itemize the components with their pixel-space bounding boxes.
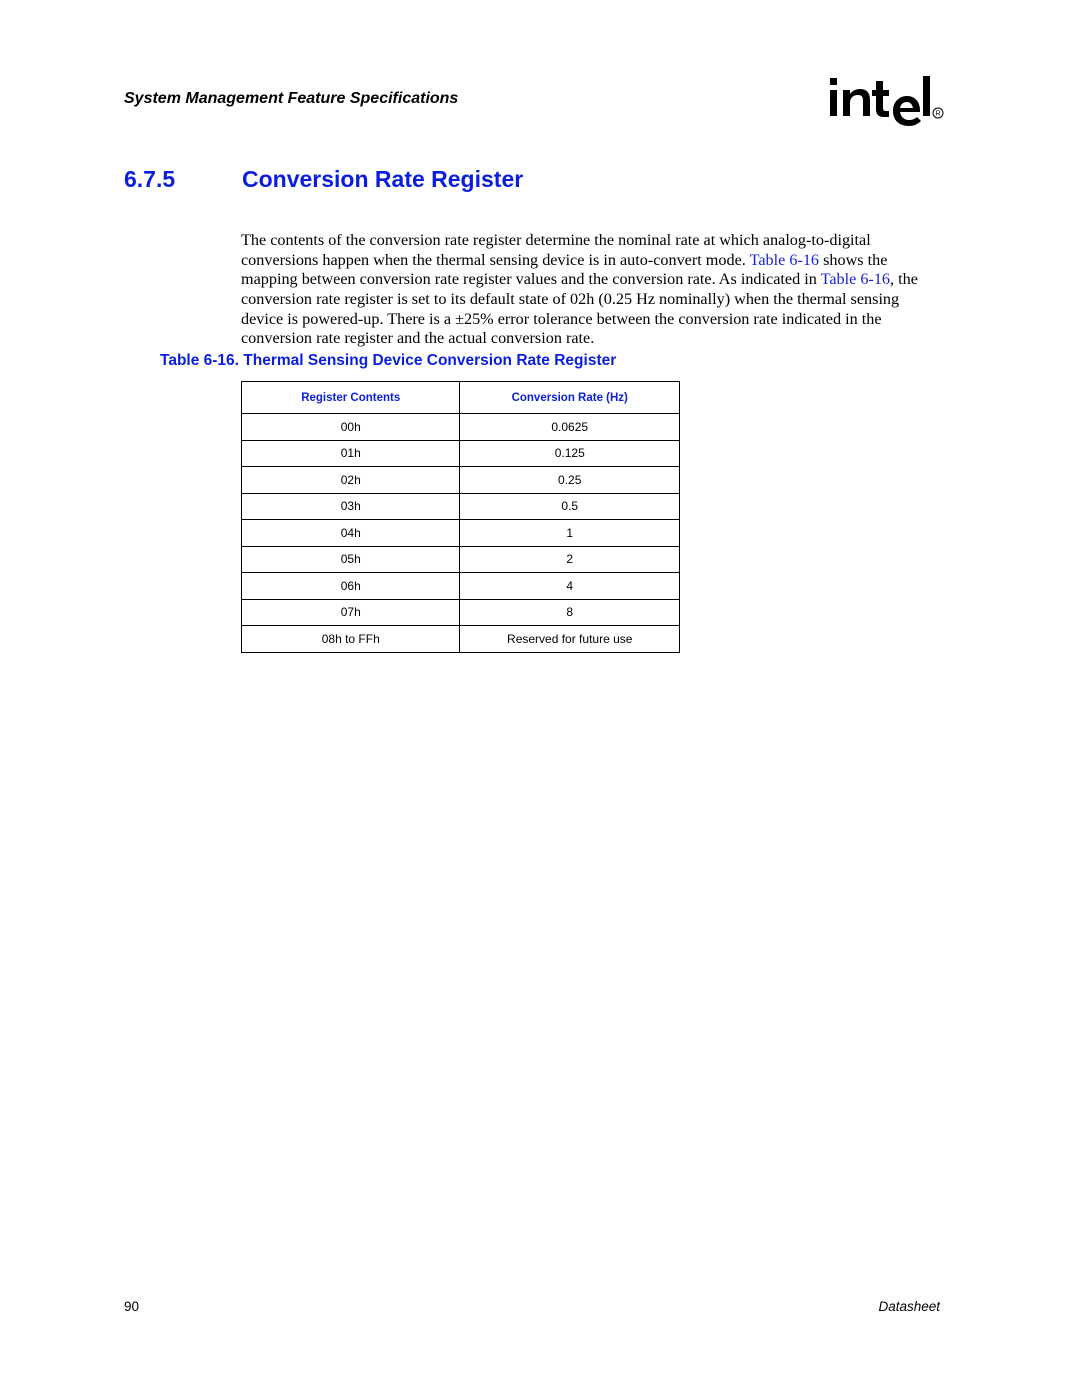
conversion-rate-table xyxy=(241,381,680,653)
table-row xyxy=(242,546,680,573)
intel-logo xyxy=(826,64,946,132)
body-paragraph xyxy=(241,231,941,349)
conversion-rate-cell: Reserved for future use xyxy=(460,626,680,653)
register-contents-cell: 00h xyxy=(242,414,460,441)
section-number: 6.7.5 xyxy=(124,166,176,192)
register-contents-cell: 02h xyxy=(242,467,460,494)
page-number: 90 xyxy=(124,1299,140,1314)
section-heading xyxy=(124,166,523,193)
table-header-row xyxy=(242,382,680,414)
body-text-part3: , the conversion rate register is set to its default state of 02h (0.25 Hz nominally) when the thermal sensing device is powered-up. There is a ±25% error tolerance between the conversion rate indicated in the conversion rate register and the actual conversion rate. xyxy=(241,270,918,348)
conversion-rate-cell: 4 xyxy=(460,573,680,600)
register-contents-cell: 04h xyxy=(242,520,460,547)
table-row xyxy=(242,493,680,520)
table-xref-link[interactable]: Table 6-16 xyxy=(749,250,820,269)
table-row xyxy=(242,414,680,441)
register-contents-cell: 01h xyxy=(242,440,460,467)
register-contents-cell: 05h xyxy=(242,546,460,573)
conversion-rate-cell: 1 xyxy=(460,520,680,547)
table-row xyxy=(242,626,680,653)
register-contents-cell: 06h xyxy=(242,573,460,600)
register-contents-cell: 07h xyxy=(242,599,460,626)
body-text-part2: shows the mapping between conversion rate register values and the conversion rate. As indicated in xyxy=(241,250,888,289)
conversion-rate-cell: 2 xyxy=(460,546,680,573)
table-caption: Table 6-16. Thermal Sensing Device Conversion Rate Register xyxy=(160,352,617,369)
column-header: Conversion Rate (Hz) xyxy=(460,382,680,414)
conversion-rate-cell: 0.5 xyxy=(460,493,680,520)
body-text-part1: The contents of the conversion rate register determine the nominal rate at which analog-to-digital conversions happen when the thermal sensing device is in auto-convert mode. xyxy=(241,231,871,269)
svg-text:R: R xyxy=(935,110,941,118)
running-header: System Management Feature Specifications xyxy=(124,90,459,107)
table-row xyxy=(242,520,680,547)
conversion-rate-cell: 0.125 xyxy=(460,440,680,467)
table-row xyxy=(242,573,680,600)
table-row xyxy=(242,440,680,467)
table-xref-link[interactable]: Table 6-16 xyxy=(820,270,891,289)
section-title: Conversion Rate Register xyxy=(242,166,524,192)
register-contents-cell: 03h xyxy=(242,493,460,520)
conversion-rate-cell: 8 xyxy=(460,599,680,626)
table-row xyxy=(242,467,680,494)
column-header: Register Contents xyxy=(242,382,460,414)
conversion-rate-cell: 0.0625 xyxy=(460,414,680,441)
register-contents-cell: 08h to FFh xyxy=(242,626,460,653)
footer-label: Datasheet xyxy=(878,1299,940,1314)
table-row xyxy=(242,599,680,626)
conversion-rate-cell: 0.25 xyxy=(460,467,680,494)
